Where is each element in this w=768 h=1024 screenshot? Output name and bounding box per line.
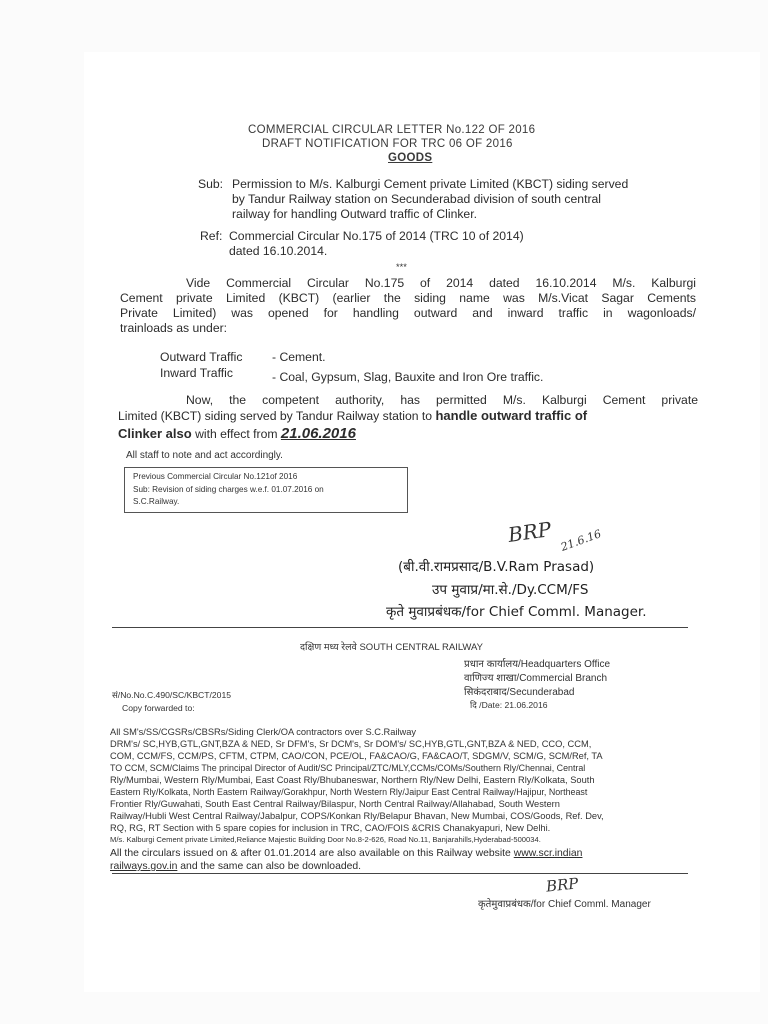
permission-text: Limited (KBCT) siding served by Tandur Railway station to	[118, 409, 436, 423]
box-line: S.C.Railway.	[133, 497, 180, 506]
circular-title: COMMERCIAL CIRCULAR LETTER No.122 OF 2016	[248, 124, 536, 136]
paragraph-line: trainloads as under:	[120, 321, 228, 335]
copy-forwarded-label: Copy forwarded to:	[122, 703, 195, 713]
office-hq: प्रधान कार्यालय/Headquarters Office	[464, 659, 611, 670]
paragraph-line	[118, 425, 356, 442]
signatory-designation: उप मुवाप्र/मा.से./Dy.CCM/FS	[432, 582, 589, 598]
distribution-line: COM, CCM/FS, CCM/PS, CFTM, CTPM, CAO/CON, PCE/OL, FA&CAO/G, FA&CAO/T, SDGM/V, SCM/G, SCM/Ref, TA	[110, 751, 603, 761]
distribution-line: DRM's/ SC,HYB,GTL,GNT,BZA & NED, Sr DFM's, Sr DCM's, Sr DOM's/ SC,HYB,GTL,GNT,BZA & NED, CCO, CCM,	[110, 739, 592, 749]
website-note-text: and the same can also be downloaded.	[177, 861, 362, 872]
notification-title: DRAFT NOTIFICATION FOR TRC 06 OF 2016	[262, 138, 513, 150]
inward-traffic-label: Inward Traffic	[160, 366, 233, 380]
box-line: Sub: Revision of siding charges w.e.f. 01.07.2016 on	[133, 485, 324, 494]
signature-initials: BRP	[506, 517, 553, 547]
outward-traffic-value: - Cement.	[272, 350, 326, 364]
website-link[interactable]: railways.gov.in	[110, 861, 178, 872]
permission-emphasis: handle outward traffic of	[435, 408, 588, 423]
distribution-line: Frontier Rly/Guwahati, South East Central Railway/Bilaspur, North Central Railway/Allahabad, South Western	[110, 799, 560, 809]
distribution-line: M/s. Kalburgi Cement private Limited,Reliance Majestic Building Door No.8-2-626, Road No.11, Banjarahills,Hyderabad-500034.	[110, 835, 541, 844]
distribution-line: All SM's/SS/CGSRs/CBSRs/Siding Clerk/OA contractors over S.C.Railway	[110, 727, 417, 737]
signature-date: 21.6.16	[559, 527, 603, 554]
office-branch: वाणिज्य शाखा/Commercial Branch	[464, 673, 608, 684]
signatory-name: (बी.वी.रामप्रसाद/B.V.Ram Prasad)	[398, 559, 595, 575]
distribution-line: Railway/Hubli West Central Railway/Jabalpur, COPS/Konkan Rly/Belapur Bhavan, New Mumbai, COS/Goods, Ref. Dev,	[110, 811, 604, 821]
previous-circular-box	[124, 467, 408, 513]
paragraph-line: Cement private Limited (KBCT) (earlier the siding name was M/s.Vicat Sagar Cements	[120, 291, 696, 305]
railway-name: दक्षिण मध्य रेलवे SOUTH CENTRAL RAILWAY	[300, 642, 483, 653]
staff-note: All staff to note and act accordingly.	[126, 450, 283, 461]
signatory-for: कृते मुवाप्रबंधक/for Chief Comml. Manager.	[386, 604, 647, 620]
paragraph-line: Now, the competent authority, has permitted M/s. Kalburgi Cement private	[186, 393, 698, 407]
signatory-for: कृतेमुवाप्रबंधक/for Chief Comml. Manager	[478, 899, 651, 910]
reference-line: Commercial Circular No.175 of 2014 (TRC 10 of 2014)	[229, 229, 524, 243]
website-note-text: All the circulars issued on & after 01.01.2014 are also available on this Railway website	[110, 848, 514, 859]
category-title: GOODS	[388, 152, 433, 164]
subject-line: Permission to M/s. Kalburgi Cement private Limited (KBCT) siding served	[232, 177, 629, 191]
website-link[interactable]: www.scr.indian	[513, 848, 583, 859]
subject-line: by Tandur Railway station on Secunderabad division of south central	[232, 192, 602, 206]
reference-label: Ref:	[200, 229, 223, 243]
outward-traffic-label: Outward Traffic	[160, 350, 243, 364]
website-note-line	[110, 848, 582, 859]
reference-line: dated 16.10.2014.	[229, 244, 328, 258]
separator: ***	[396, 262, 407, 272]
distribution-line: Rly/Mumbai, Western Rly/Mumbai, East Coast Rly/Bhubaneswar, Northern Rly/New Delhi, Eastern Rly/Kolkata, South	[110, 775, 595, 785]
distribution-line: TO CCM, SCM/Claims The principal Director of Audit/SC Principal/ZTC/MLY,CCMs/COMs/Southern Rly/Chennai, Central	[110, 763, 586, 773]
distribution-line: Eastern Rly/Kolkata, North Eastern Railway/Gorakhpur, North Western Rly/Jaipur East Central Railway/Hajipur, Northeast	[110, 787, 588, 797]
file-number: सं/No.No.C.490/SC/KBCT/2015	[112, 690, 232, 700]
clinker-emphasis: Clinker also	[118, 426, 192, 441]
signature-initials: BRP	[545, 874, 580, 896]
divider-line	[112, 873, 688, 874]
office-date: दि /Date: 21.06.2016	[470, 700, 548, 710]
paragraph-line: Vide Commercial Circular No.175 of 2014 dated 16.10.2014 M/s. Kalburgi	[186, 276, 696, 290]
subject-line: railway for handling Outward traffic of Clinker.	[232, 207, 477, 221]
box-line: Previous Commercial Circular No.121of 2016	[133, 472, 298, 481]
paragraph-line	[118, 408, 587, 423]
paragraph-line: Private Limited) was opened for handling outward and inward traffic in wagonloads/	[120, 306, 696, 320]
effective-date: 21.06.2016	[280, 425, 356, 442]
website-note-line	[110, 861, 361, 872]
inward-traffic-value: - Coal, Gypsum, Slag, Bauxite and Iron Ore traffic.	[272, 370, 544, 384]
divider-line	[112, 627, 688, 628]
subject-label: Sub:	[198, 177, 224, 191]
effect-text: with effect from	[191, 427, 281, 441]
office-city: सिकंदराबाद/Secunderabad	[464, 687, 575, 698]
distribution-line: RQ, RG, RT Section with 5 spare copies for inclusion in TRC, CAO/FOIS &CRIS Chanakyapuri, New Delhi.	[110, 823, 551, 833]
